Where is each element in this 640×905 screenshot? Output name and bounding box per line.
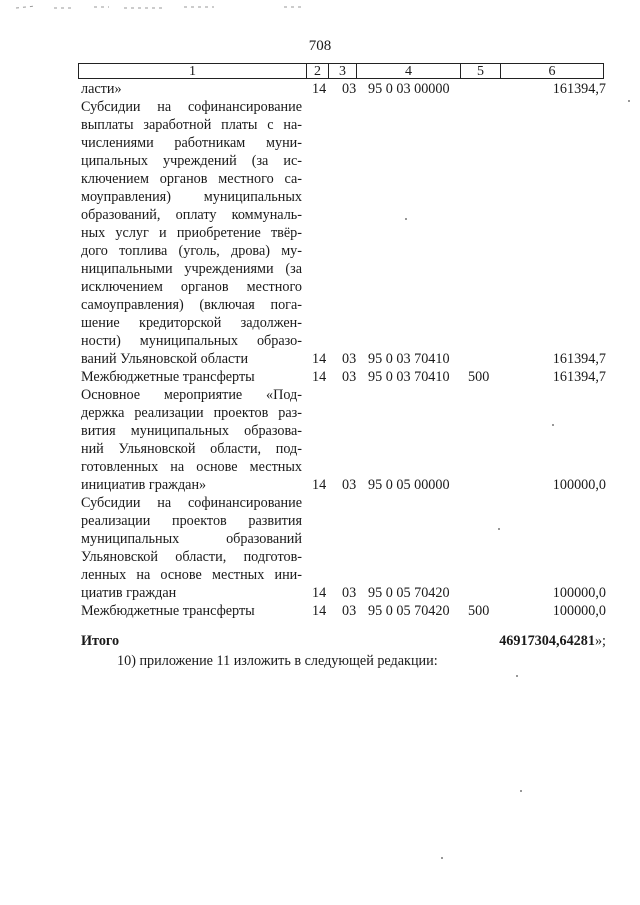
row-0-c6: 161394,7 bbox=[552, 81, 606, 97]
row-2-c6: 161394,7 bbox=[552, 369, 606, 385]
row-2-text-line: Межбюджетные трансферты bbox=[81, 369, 255, 385]
row-4-text-line: реализации проектов развития bbox=[81, 513, 302, 529]
row-5-c4: 95 0 05 70420 bbox=[368, 603, 450, 619]
scan-speck bbox=[441, 857, 443, 859]
row-1-text-line: ципальных учреждений (за ис- bbox=[81, 153, 302, 169]
page-number: 708 bbox=[308, 38, 332, 54]
scan-speck bbox=[405, 218, 407, 220]
row-4-text-line: циатив граждан bbox=[81, 585, 177, 601]
header-col-4: 4 bbox=[356, 63, 460, 79]
row-2-c4: 95 0 03 70410 bbox=[368, 369, 450, 385]
row-4-text-line: Субсидии на софинансирование bbox=[81, 495, 302, 511]
footer-text: 10) приложение 11 изложить в следующей редакции: bbox=[117, 653, 438, 669]
row-1-text-line: дого топлива (уголь, дрова) му- bbox=[81, 243, 302, 259]
row-1-text-line: шение кредиторской задолжен- bbox=[81, 315, 302, 331]
row-5-c5: 500 bbox=[468, 603, 490, 619]
row-1-text-line: ности) муниципальных образо- bbox=[81, 333, 302, 349]
row-3-text-line: вития муниципальных образова- bbox=[81, 423, 302, 439]
row-3-text-line: готовленных на основе местных bbox=[81, 459, 302, 475]
row-1-text-line: ключением органов местного са- bbox=[81, 171, 302, 187]
row-1-c2: 14 bbox=[312, 351, 327, 367]
row-5-c2: 14 bbox=[312, 603, 327, 619]
row-0-c4: 95 0 03 00000 bbox=[368, 81, 450, 97]
row-1-text-line: ваний Ульяновской области bbox=[81, 351, 249, 367]
row-5-text-line: Межбюджетные трансферты bbox=[81, 603, 255, 619]
row-4-text-line: муниципальных образований bbox=[81, 531, 302, 547]
row-3-text-line: держка реализации проектов раз- bbox=[81, 405, 302, 421]
row-4-c3: 03 bbox=[342, 585, 357, 601]
row-1-text-line: моуправления) муниципальных bbox=[81, 189, 302, 205]
row-3-text-line: инициатив граждан» bbox=[81, 477, 207, 493]
row-1-text-line: самоуправления) (включая пога- bbox=[81, 297, 302, 313]
row-4-c4: 95 0 05 70420 bbox=[368, 585, 450, 601]
row-1-c3: 03 bbox=[342, 351, 357, 367]
row-1-text-line: образований, оплату коммуналь- bbox=[81, 207, 302, 223]
scan-speck bbox=[498, 528, 500, 530]
row-1-c6: 161394,7 bbox=[552, 351, 606, 367]
scan-speck bbox=[628, 100, 630, 102]
header-col-3: 3 bbox=[328, 63, 356, 79]
row-4-text-line: Ульяновской области, подготов- bbox=[81, 549, 302, 565]
row-1-text-line: числениями работникам муни- bbox=[81, 135, 302, 151]
total-label: Итого bbox=[81, 633, 120, 649]
row-3-text-line: ний Ульяновской области, под- bbox=[81, 441, 302, 457]
row-5-c6: 100000,0 bbox=[552, 603, 606, 619]
row-2-c2: 14 bbox=[312, 369, 327, 385]
row-2-c5: 500 bbox=[468, 369, 490, 385]
row-0-text-line: ласти» bbox=[81, 81, 122, 97]
row-1-text-line: исключением органов местного bbox=[81, 279, 302, 295]
row-1-c4: 95 0 03 70410 bbox=[368, 351, 450, 367]
row-3-c3: 03 bbox=[342, 477, 357, 493]
row-3-c6: 100000,0 bbox=[552, 477, 606, 493]
row-1-text-line: Субсидии на софинансирование bbox=[81, 99, 302, 115]
row-3-c2: 14 bbox=[312, 477, 327, 493]
scan-artifact bbox=[14, 4, 314, 10]
row-4-text-line: ленных на основе местных ини- bbox=[81, 567, 302, 583]
header-col-2: 2 bbox=[306, 63, 328, 79]
row-0-c3: 03 bbox=[342, 81, 357, 97]
row-0-c2: 14 bbox=[312, 81, 327, 97]
scan-speck bbox=[516, 675, 518, 677]
row-1-text-line: ных услуг и приобретение твёр- bbox=[81, 225, 302, 241]
row-3-c4: 95 0 05 00000 bbox=[368, 477, 450, 493]
row-1-text-line: ниципальными учреждениями (за bbox=[81, 261, 302, 277]
scan-speck bbox=[552, 424, 554, 426]
row-4-c6: 100000,0 bbox=[552, 585, 606, 601]
row-3-text-line: Основное мероприятие «Под- bbox=[81, 387, 302, 403]
row-1-text-line: выплаты заработной платы с на- bbox=[81, 117, 302, 133]
row-5-c3: 03 bbox=[342, 603, 357, 619]
row-4-c2: 14 bbox=[312, 585, 327, 601]
header-col-5: 5 bbox=[460, 63, 500, 79]
total-value: 46917304,64281»; bbox=[499, 633, 606, 649]
header-col-1: 1 bbox=[78, 63, 306, 79]
scan-speck bbox=[520, 790, 522, 792]
row-2-c3: 03 bbox=[342, 369, 357, 385]
header-col-6: 6 bbox=[500, 63, 604, 79]
